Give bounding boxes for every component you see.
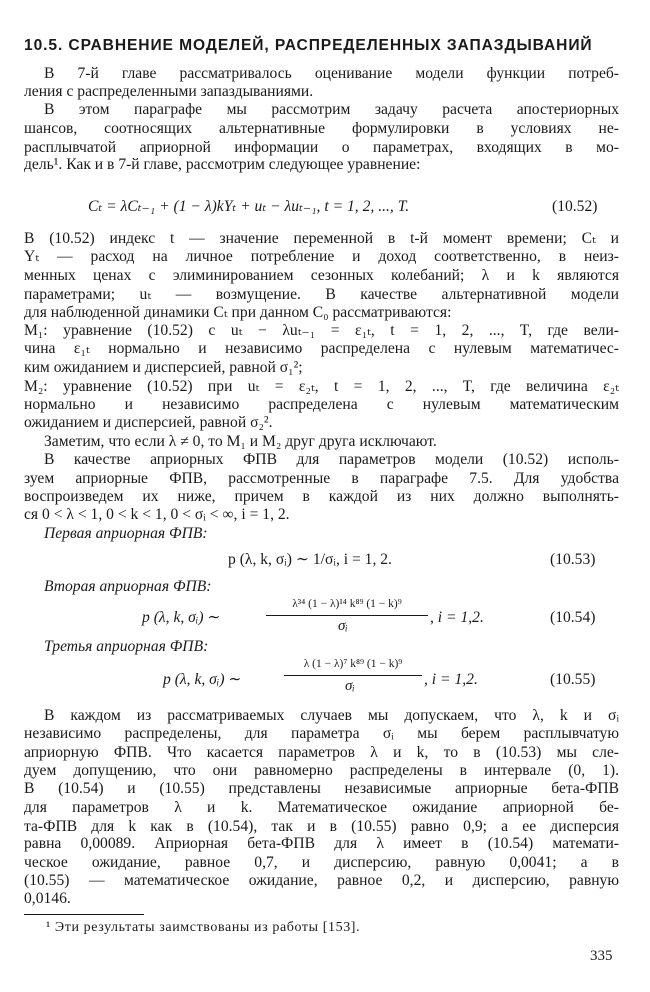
text-line: Заметим, что если λ ≠ 0, то M₁ и M₂ друг друга исключают. xyxy=(44,432,437,450)
fraction-denominator: σᵢ xyxy=(338,617,348,634)
equation-number: (10.55) xyxy=(550,670,596,688)
text-line: ческое ожидание, равное 0,7, и дисперсию, равную 0,0041; а в xyxy=(24,853,619,871)
text-line: чина ε₁ₜ нормально и независимо распределена с нулевым математичес- xyxy=(24,340,619,358)
text-line: В (10.52) индекс t — значение переменной в t-й момент времени; Cₜ и xyxy=(24,229,619,247)
equation-number: (10.53) xyxy=(550,550,596,568)
text-line: В этом параграфе мы рассмотрим задачу расчета апостериорных xyxy=(44,101,619,119)
equation-number: (10.52) xyxy=(552,198,598,216)
prior-label: Первая априорная ФПВ: xyxy=(44,524,208,542)
formula-rhs: , i = 1,2. xyxy=(424,670,478,688)
page-number: 335 xyxy=(590,948,613,964)
fraction-bar xyxy=(266,615,428,616)
formula-lhs: p (λ, k, σᵢ) ∼ xyxy=(142,609,221,627)
equation-10-52: Cₜ = λCₜ₋₁ + (1 − λ)kYₜ + uₜ − λuₜ₋₁, t = 1, 2, ..., T. xyxy=(88,198,410,216)
text-line: априорную ФПВ. Что касается параметров λ и k, то в (10.53) мы сле- xyxy=(24,744,619,762)
text-line: та-ФПВ для k как в (10.54), так и в (10.55) равно 0,9; а ее дисперсия xyxy=(24,817,619,835)
text-line: M₁: уравнение (10.52) с uₜ − λuₜ₋₁ = ε₁ₜ, t = 1, 2, ..., T, где вели- xyxy=(24,321,619,339)
text-line: Yₜ — расход на личное потребление и доход соответственно, в неиз- xyxy=(24,248,619,266)
fraction-denominator: σᵢ xyxy=(345,677,355,694)
text-line: M₂: уравнение (10.52) при uₜ = ε₂ₜ, t = 1, 2, ..., T, где величина ε₂ₜ xyxy=(24,377,619,395)
text-line: воспроизведем их ниже, причем в каждой из них должно выполнять- xyxy=(24,488,619,506)
text-line: дель¹. Как и в 7-й главе, рассмотрим следующее уравнение: xyxy=(24,156,421,174)
formula-rhs: , i = 1,2. xyxy=(430,609,484,627)
fraction-numerator: λ (1 − λ)⁷ k⁸⁹ (1 − k)⁹ xyxy=(303,658,403,671)
section-heading: 10.5. СРАВНЕНИЕ МОДЕЛЕЙ, РАСПРЕДЕЛЕННЫХ ЗАПАЗДЫВАНИЙ xyxy=(24,37,593,55)
prior-label: Третья априорная ФПВ: xyxy=(44,638,209,656)
equation-number: (10.54) xyxy=(550,609,596,627)
text-line: расплывчатой априорной информации о параметрах, входящих в мо- xyxy=(24,138,619,156)
text-line: В (10.54) и (10.55) представлены независимые априорные бета-ФПВ xyxy=(24,780,619,798)
text-line: параметрами; uₜ — возмущение. В качестве альтернативной модели xyxy=(24,285,619,303)
equation-10-53: p (λ, k, σᵢ) ∼ 1/σᵢ, i = 1, 2. xyxy=(228,550,392,568)
text-line: 0,0146. xyxy=(24,890,71,908)
text-line: ким ожиданием и дисперсией, равной σ₁²; xyxy=(24,359,303,377)
text-line: шансов, соотносящих альтернативные формулировки в условиях не- xyxy=(24,120,619,138)
text-line: ления с распределенными запаздываниями. xyxy=(24,82,314,100)
text-line: ся 0 < λ < 1, 0 < k < 1, 0 < σᵢ < ∞, i = 1, 2. xyxy=(24,505,290,523)
text-line: В 7-й главе рассматривалось оценивание модели функции потреб- xyxy=(44,65,619,83)
text-line: равна 0,00089. Априорная бета-ФПВ для λ имеет в (10.54) математи- xyxy=(24,835,619,853)
text-line: дуем допущению, что они равномерно распределены в интервале (0, 1). xyxy=(24,761,619,779)
text-line: В каждом из рассматриваемых случаев мы допускаем, что λ, k и σᵢ xyxy=(44,706,619,724)
text-line: для наблюденной динамики Cₜ при данном C₀ рассматриваются: xyxy=(24,304,452,322)
text-line: для параметров λ и k. Математическое ожидание априорной бе- xyxy=(24,798,619,816)
fraction-bar xyxy=(284,675,422,676)
text-line: нормально и независимо распределена с нулевым математическим xyxy=(24,396,619,414)
text-line: менных ценах с элиминированием сезонных колебаний; λ и k являются xyxy=(24,266,619,284)
footnote-rule xyxy=(24,914,144,915)
text-line: независимо распределены, для параметра σᵢ мы берем расплывчатую xyxy=(24,725,619,743)
text-line: ожиданием и дисперсией, равной σ₂². xyxy=(24,413,273,431)
prior-label: Вторая априорная ФПВ: xyxy=(44,577,212,595)
text-line: (10.55) — математическое ожидание, равное 0,2, и дисперсию, равную xyxy=(24,872,619,890)
text-line: зуем априорные ФПВ, рассмотренные в параграфе 7.5. Для удобства xyxy=(24,469,619,487)
formula-lhs: p (λ, k, σᵢ) ∼ xyxy=(163,670,242,688)
fraction-numerator: λ³⁴ (1 − λ)¹⁴ k⁸⁹ (1 − k)⁹ xyxy=(292,597,402,610)
footnote: ¹ Эти результаты заимствованы из работы [153]. xyxy=(46,920,361,935)
text-line: В качестве априорных ФПВ для параметров модели (10.52) исполь- xyxy=(44,451,619,469)
